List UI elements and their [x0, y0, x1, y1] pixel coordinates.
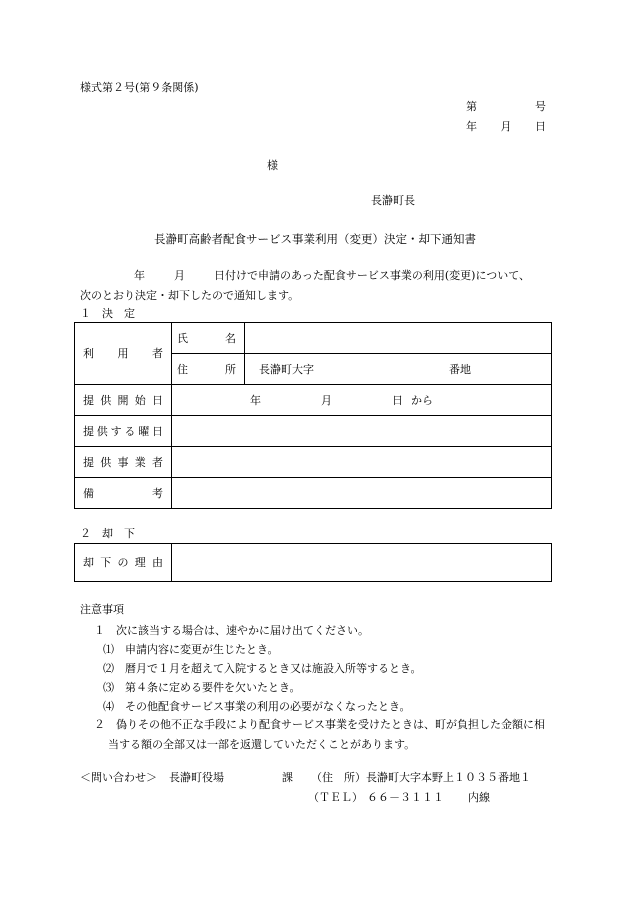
user-label-cell: 利 用 者 — [75, 323, 172, 385]
doc-no-prefix: 第 — [466, 100, 477, 113]
body-line-1 — [134, 270, 530, 281]
body-line-2: 次のとおり決定・却下したので通知します。 — [80, 289, 300, 302]
note-item-2-line-1: ２ 偽りその他不正な手段により配食サービス事業を受けたときは、町が負担した金額に相 — [94, 718, 545, 731]
contact-tel: ６６－３１１１ — [367, 791, 444, 804]
remarks-label-cell: 備 考 — [75, 478, 172, 509]
doc-no-suffix: 号 — [535, 100, 546, 113]
note-item-1-3: ⑶ 第４条に定める要件を欠いたとき。 — [103, 681, 301, 694]
section-decision-heading: １ 決 定 — [80, 307, 135, 320]
date-month: 月 — [500, 120, 512, 133]
start-from: から — [411, 393, 433, 407]
notes-heading: 注意事項 — [80, 603, 124, 616]
reason-label-cell: 却 下 の 理 由 — [75, 544, 172, 582]
contact-line-1 — [80, 772, 531, 783]
address-value: 長瀞町大字 — [259, 362, 314, 376]
section-rejection-heading: ２ 却 下 — [80, 527, 135, 540]
contact-office: 長瀞町役場 — [169, 771, 224, 784]
address-suffix: 番地 — [449, 362, 471, 376]
weekday-label-cell: 提 供 す る 曜 日 — [75, 416, 172, 447]
contact-section: 課 — [282, 771, 293, 784]
document-number — [466, 101, 546, 112]
note-item-1: １ 次に該当する場合は、速やかに届け出てください。 — [94, 624, 369, 637]
body-year: 年 — [134, 269, 145, 282]
decision-table — [74, 322, 552, 509]
name-label-cell: 氏 名 — [172, 323, 245, 354]
date-day: 日 — [535, 120, 546, 133]
note-item-1-2: ⑵ 暦月で１月を超えて入院するとき又は施設入所等するとき。 — [103, 662, 422, 675]
addressee-suffix: 様 — [267, 159, 278, 172]
name-value-cell[interactable] — [245, 323, 552, 354]
note-item-2-line-2: 当する額の全部又は一部を返還していただくことがあります。 — [108, 738, 416, 751]
note-item-1-1: ⑴ 申請内容に変更が生じたとき。 — [103, 643, 279, 656]
contact-label: ＜問い合わせ＞ — [80, 771, 157, 784]
provider-label-cell: 提 供 事 業 者 — [75, 447, 172, 478]
weekday-value-cell[interactable] — [172, 416, 552, 447]
body-month: 月 — [174, 269, 185, 282]
start-date-value-cell[interactable] — [172, 385, 552, 416]
address-value-cell[interactable] — [245, 354, 552, 385]
contact-tel-label: （ＴＥＬ） — [308, 791, 363, 804]
date-year: 年 — [466, 120, 477, 133]
contact-line-2 — [308, 792, 490, 803]
body-rest: 日付けで申請のあった配食サービス事業の利用(変更)について、 — [214, 269, 531, 282]
start-year: 年 — [250, 393, 261, 407]
provider-value-cell[interactable] — [172, 447, 552, 478]
address-label-cell: 住 所 — [172, 354, 245, 385]
remarks-value-cell[interactable] — [172, 478, 552, 509]
issuer: 長瀞町長 — [371, 194, 415, 207]
start-date-label-cell: 提 供 開 始 日 — [75, 385, 172, 416]
document-date — [466, 121, 546, 132]
start-day: 日 — [392, 393, 403, 407]
reason-value-cell[interactable] — [172, 544, 552, 582]
document-title: 長瀞町高齢者配食サービス事業利用（変更）決定・却下通知書 — [154, 232, 476, 246]
note-item-1-4: ⑷ その他配食サービス事業の利用の必要がなくなったとき。 — [103, 700, 411, 713]
form-number: 様式第２号(第９条関係) — [80, 81, 199, 94]
contact-address: （住 所）長瀞町大字本野上１０３５番地１ — [311, 771, 531, 784]
rejection-table — [74, 543, 552, 582]
start-month: 月 — [321, 393, 332, 407]
contact-ext: 内線 — [468, 791, 490, 804]
